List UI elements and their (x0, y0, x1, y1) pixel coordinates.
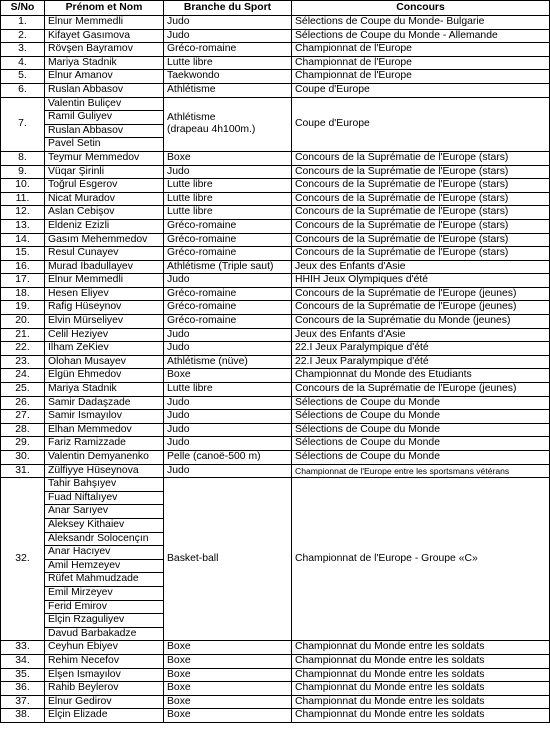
sport-cell (164, 165, 292, 179)
header-sport: Branche du Sport (164, 1, 292, 16)
row-number: 20. (1, 315, 45, 329)
sport-cell (164, 206, 292, 220)
athlete-name: Nicat Muradov (45, 192, 164, 206)
sport-cell (164, 287, 292, 301)
athlete-name: Elnur Gedirov (45, 695, 164, 709)
contest-cell: Championnat du Monde des Etudiants (292, 369, 550, 383)
row-number: 2. (1, 29, 45, 43)
row-number: 29. (1, 437, 45, 451)
athlete-name: Anar Hacıyev (45, 546, 164, 560)
sport-cell (164, 83, 292, 97)
row-number: 19. (1, 301, 45, 315)
sport-label: Boxe (167, 641, 191, 653)
sport-cell (164, 56, 292, 70)
athlete-name: Valentin Buliçev (45, 97, 164, 111)
contest-cell: Championnat du Monde entre les soldats (292, 641, 550, 655)
athlete-name: Gasım Mehemmedov (45, 233, 164, 247)
athlete-name: Mariya Stadnik (45, 383, 164, 397)
row-number: 13. (1, 219, 45, 233)
sport-label: Judo (167, 396, 190, 408)
athlete-name: Ruslan Abbasov (45, 83, 164, 97)
table-row (1, 709, 550, 723)
sport-cell (164, 709, 292, 723)
contest-cell: Concours de la Suprématie de l'Europe (jeunes) (292, 287, 550, 301)
athlete-name: Valentin Demyanenko (45, 451, 164, 465)
contest-cell: Concours de la Suprématie du Monde (jeunes) (292, 315, 550, 329)
sport-label: Judo (167, 16, 190, 27)
sport-label: Gréco-romaine (167, 219, 237, 231)
sport-label: Gréco-romaine (167, 247, 237, 259)
table-row (1, 315, 550, 329)
table-row (1, 260, 550, 274)
athlete-name: Olohan Musayev (45, 355, 164, 369)
sport-label: Boxe (167, 668, 191, 680)
athlete-name: Elnur Amanov (45, 70, 164, 84)
table-row (1, 641, 550, 655)
contest-cell: Championnat du Monde entre les soldats (292, 654, 550, 668)
contest-cell: Sélections de Coupe du Monde (292, 423, 550, 437)
row-number: 21. (1, 328, 45, 342)
contest-cell: Jeux des Enfants d'Asie (292, 328, 550, 342)
table-row (1, 355, 550, 369)
contest-cell: Coupe d'Europe (292, 83, 550, 97)
athlete-name: Ruslan Abbasov (45, 124, 164, 138)
row-number: 30. (1, 451, 45, 465)
contest-cell: Sélections de Coupe du Monde- Bulgarie (292, 16, 550, 30)
athlete-name: Elçin Elizade (45, 709, 164, 723)
table-row (1, 383, 550, 397)
sport-cell (164, 464, 292, 478)
contest-cell: Championnat de l'Europe entre les sportsmans vétérans (292, 464, 550, 478)
sport-label: Lutte libre (167, 206, 213, 218)
table-row (1, 328, 550, 342)
sport-label: Judo (167, 464, 190, 476)
row-number: 3. (1, 43, 45, 57)
row-number: 7. (1, 97, 45, 151)
sport-cell (164, 179, 292, 193)
row-number: 6. (1, 83, 45, 97)
contest-cell: Championnat de l'Europe - Groupe «C» (292, 478, 550, 641)
table-row (1, 682, 550, 696)
row-number: 9. (1, 165, 45, 179)
row-number: 10. (1, 179, 45, 193)
header-name: Prénom et Nom (45, 1, 164, 16)
row-number: 28. (1, 423, 45, 437)
sport-label: Boxe (167, 682, 191, 694)
athlete-name: Elhan Memmedov (45, 423, 164, 437)
sport-label: Lutte libre (167, 56, 213, 68)
sport-cell (164, 668, 292, 682)
row-number: 26. (1, 396, 45, 410)
athlete-name: Elçin Rzaguliyev (45, 614, 164, 628)
athlete-name: Eldeniz Ezizli (45, 219, 164, 233)
sport-cell (164, 16, 292, 30)
sport-cell (164, 423, 292, 437)
sport-label: Gréco-romaine (167, 43, 237, 55)
athlete-name: Aslan Cebişov (45, 206, 164, 220)
table-row (1, 695, 550, 709)
table-row (1, 668, 550, 682)
header-contest: Concours (292, 1, 550, 16)
sport-label: Athlétisme (167, 83, 216, 95)
contest-cell: Sélections de Coupe du Monde (292, 410, 550, 424)
athlete-name: Ceyhun Ebiyev (45, 641, 164, 655)
table-row (1, 70, 550, 84)
sport-label: Boxe (167, 151, 191, 163)
contest-cell: Concours de la Suprématie de l'Europe (stars) (292, 165, 550, 179)
sport-cell (164, 383, 292, 397)
athlete-name: Rehim Necefov (45, 654, 164, 668)
contest-cell: 22.I Jeux Paralympique d'été (292, 342, 550, 356)
sport-cell (164, 451, 292, 465)
sport-label: Basket-ball (167, 552, 219, 564)
contest-cell: Sélections de Coupe du Monde (292, 451, 550, 465)
sport-label: Judo (167, 342, 190, 354)
sport-cell (164, 396, 292, 410)
athlete-name: Elşen İsmayılov (45, 668, 164, 682)
athlete-name: Celil Heziyev (45, 328, 164, 342)
sport-cell (164, 695, 292, 709)
athlete-name: Samir Dadaşzade (45, 396, 164, 410)
sport-cell (164, 315, 292, 329)
sport-label: Pelle (canoë-500 m) (167, 451, 261, 462)
sport-cell (164, 478, 292, 641)
athlete-name: Amil Hemzeyev (45, 559, 164, 573)
sport-label: Boxe (167, 709, 191, 721)
table-row (1, 29, 550, 43)
athlete-name: İlham ZeKiev (45, 342, 164, 356)
sport-cell (164, 29, 292, 43)
table-row (1, 654, 550, 668)
sport-label: Boxe (167, 695, 191, 707)
row-number: 37. (1, 695, 45, 709)
row-number: 15. (1, 247, 45, 261)
contest-cell: Championnat de l'Europe (292, 56, 550, 70)
table-row (1, 219, 550, 233)
sport-cell (164, 437, 292, 451)
athlete-name: Emil Mirzeyev (45, 586, 164, 600)
row-number: 23. (1, 355, 45, 369)
sport-cell (164, 301, 292, 315)
sport-label: Judo (167, 410, 190, 422)
table-row (1, 410, 550, 424)
contest-cell: Championnat de l'Europe (292, 70, 550, 84)
row-number: 24. (1, 369, 45, 383)
athlete-name: Kifayet Gasımova (45, 29, 164, 43)
table-row (1, 97, 550, 111)
sport-label: Judo (167, 437, 190, 449)
athlete-name: Fuad Niftalıyev (45, 491, 164, 505)
athlete-name: Hesen Eliyev (45, 287, 164, 301)
athlete-name: Elnur Memmedli (45, 274, 164, 288)
contest-cell: Concours de la Suprématie de l'Europe (stars) (292, 219, 550, 233)
row-number: 16. (1, 260, 45, 274)
athlete-name: Ramil Guliyev (45, 111, 164, 125)
table-row (1, 192, 550, 206)
athlete-name: Rafig Hüseynov (45, 301, 164, 315)
table-row (1, 43, 550, 57)
row-number: 22. (1, 342, 45, 356)
sport-cell (164, 260, 292, 274)
athlete-name: Vüqar Şirinli (45, 165, 164, 179)
contest-cell: Concours de la Suprématie de l'Europe (stars) (292, 151, 550, 165)
table-row (1, 478, 550, 492)
athlete-name: Elnur Memmedli (45, 16, 164, 30)
row-number: 1. (1, 16, 45, 30)
athlete-name: Elvin Mürseliyev (45, 315, 164, 329)
contest-cell: Sélections de Coupe du Monde (292, 437, 550, 451)
table-row (1, 369, 550, 383)
table-row (1, 247, 550, 261)
sport-label: Judo (167, 29, 190, 41)
row-number: 27. (1, 410, 45, 424)
table-row (1, 464, 550, 478)
table-row (1, 342, 550, 356)
sport-cell (164, 247, 292, 261)
contest-cell: Sélections de Coupe du Monde - Allemande (292, 29, 550, 43)
athlete-name: Pavel Setin (45, 138, 164, 152)
table-row (1, 287, 550, 301)
sport-cell (164, 70, 292, 84)
row-number: 35. (1, 668, 45, 682)
athlete-name: Rahib Beylerov (45, 682, 164, 696)
contest-cell: Jeux des Enfants d'Asie (292, 260, 550, 274)
table-row (1, 83, 550, 97)
row-number: 36. (1, 682, 45, 696)
athlete-name: Toğrul Esgerov (45, 179, 164, 193)
row-number: 11. (1, 192, 45, 206)
sport-label: Lutte libre (167, 192, 213, 204)
sport-cell (164, 328, 292, 342)
header-row (1, 1, 550, 16)
athlete-name: Aleksandr Solocençın (45, 532, 164, 546)
athlete-name: Samir İsmayılov (45, 410, 164, 424)
row-number: 34. (1, 654, 45, 668)
contest-cell: Concours de la Suprématie de l'Europe (stars) (292, 179, 550, 193)
table-row (1, 16, 550, 30)
contest-cell: HHIH Jeux Olympiques d'été (292, 274, 550, 288)
sport-cell (164, 641, 292, 655)
sport-label: Judo (167, 274, 190, 286)
table-body (1, 16, 550, 723)
sport-label: Athlétisme (Triple saut) (167, 260, 274, 272)
sport-cell (164, 43, 292, 57)
sport-label: Judo (167, 165, 190, 177)
row-number: 32. (1, 478, 45, 641)
athlete-name: Tahir Bahşıyev (45, 478, 164, 492)
table-row (1, 233, 550, 247)
table-row (1, 437, 550, 451)
sport-cell (164, 410, 292, 424)
sport-label: Gréco-romaine (167, 233, 237, 245)
contest-cell: Championnat du Monde entre les soldats (292, 695, 550, 709)
row-number: 33. (1, 641, 45, 655)
athlete-name: Rüfet Mahmudzade (45, 573, 164, 587)
header-sno: S/No (1, 1, 45, 16)
table-row (1, 396, 550, 410)
athlete-name: Mariya Stadnik (45, 56, 164, 70)
sport-label: Judo (167, 423, 190, 435)
row-number: 38. (1, 709, 45, 723)
athlete-name: Elgün Ehmedov (45, 369, 164, 383)
sport-label: Athlétisme (167, 111, 216, 123)
row-number: 8. (1, 151, 45, 165)
sport-cell (164, 233, 292, 247)
sport-label: Taekwondo (167, 70, 220, 82)
sport-label: Boxe (167, 654, 191, 666)
table-row (1, 301, 550, 315)
row-number: 5. (1, 70, 45, 84)
sport-label: Gréco-romaine (167, 301, 237, 313)
sport-cell (164, 219, 292, 233)
sport-cell (164, 682, 292, 696)
sport-cell (164, 151, 292, 165)
table-row (1, 165, 550, 179)
contest-cell: Championnat du Monde entre les soldats (292, 682, 550, 696)
sport-label: Athlétisme (nüve) (167, 355, 248, 367)
contest-cell: Championnat du Monde entre les soldats (292, 709, 550, 723)
table-row (1, 151, 550, 165)
athlete-name: Aleksey Kithaiev (45, 518, 164, 532)
row-number: 4. (1, 56, 45, 70)
athlete-name: Rövşen Bayramov (45, 43, 164, 57)
athlete-name: Teymur Memmedov (45, 151, 164, 165)
table-row (1, 179, 550, 193)
sport-label: Lutte libre (167, 383, 213, 395)
sport-label: Gréco-romaine (167, 287, 237, 299)
contest-cell: Championnat de l'Europe (292, 43, 550, 57)
sport-label: Gréco-romaine (167, 315, 237, 327)
row-number: 25. (1, 383, 45, 397)
contest-cell: Concours de la Suprématie de l'Europe (jeunes) (292, 383, 550, 397)
athlete-name: Ferid Emirov (45, 600, 164, 614)
table-row (1, 206, 550, 220)
sport-cell (164, 342, 292, 356)
contest-cell: Championnat du Monde entre les soldats (292, 668, 550, 682)
contest-cell: Concours de la Suprématie de l'Europe (stars) (292, 233, 550, 247)
contest-cell: Concours de la Suprématie de l'Europe (jeunes) (292, 301, 550, 315)
table-row (1, 423, 550, 437)
contest-cell: Concours de la Suprématie de l'Europe (stars) (292, 206, 550, 220)
athlete-name: Davud Barbakadze (45, 627, 164, 641)
sport-label: Lutte libre (167, 179, 213, 191)
sport-cell (164, 192, 292, 206)
sport-cell (164, 355, 292, 369)
contest-cell: Coupe d'Europe (292, 97, 550, 151)
sport-label: (drapeau 4h100m.) (167, 124, 256, 136)
table-row (1, 451, 550, 465)
sport-label: Boxe (167, 369, 191, 381)
row-number: 31. (1, 464, 45, 478)
athlete-name: Anar Sarıyev (45, 505, 164, 519)
row-number: 17. (1, 274, 45, 288)
row-number: 14. (1, 233, 45, 247)
contest-cell: Concours de la Suprématie de l'Europe (stars) (292, 192, 550, 206)
table-row (1, 56, 550, 70)
athlete-name: Resul Cunayev (45, 247, 164, 261)
sport-cell (164, 369, 292, 383)
contest-cell: 22.I Jeux Paralympique d'été (292, 355, 550, 369)
sport-cell (164, 97, 292, 151)
row-number: 18. (1, 287, 45, 301)
contest-cell: Concours de la Suprématie de l'Europe (stars) (292, 247, 550, 261)
sport-cell (164, 274, 292, 288)
sport-cell (164, 654, 292, 668)
athlete-name: Murad İbadullayev (45, 260, 164, 274)
table-row (1, 274, 550, 288)
athlete-name: Fariz Ramizzade (45, 437, 164, 451)
contest-cell: Sélections de Coupe du Monde (292, 396, 550, 410)
sport-label: Judo (167, 328, 190, 340)
row-number: 12. (1, 206, 45, 220)
athlete-name: Zülfiyye Hüseynova (45, 464, 164, 478)
